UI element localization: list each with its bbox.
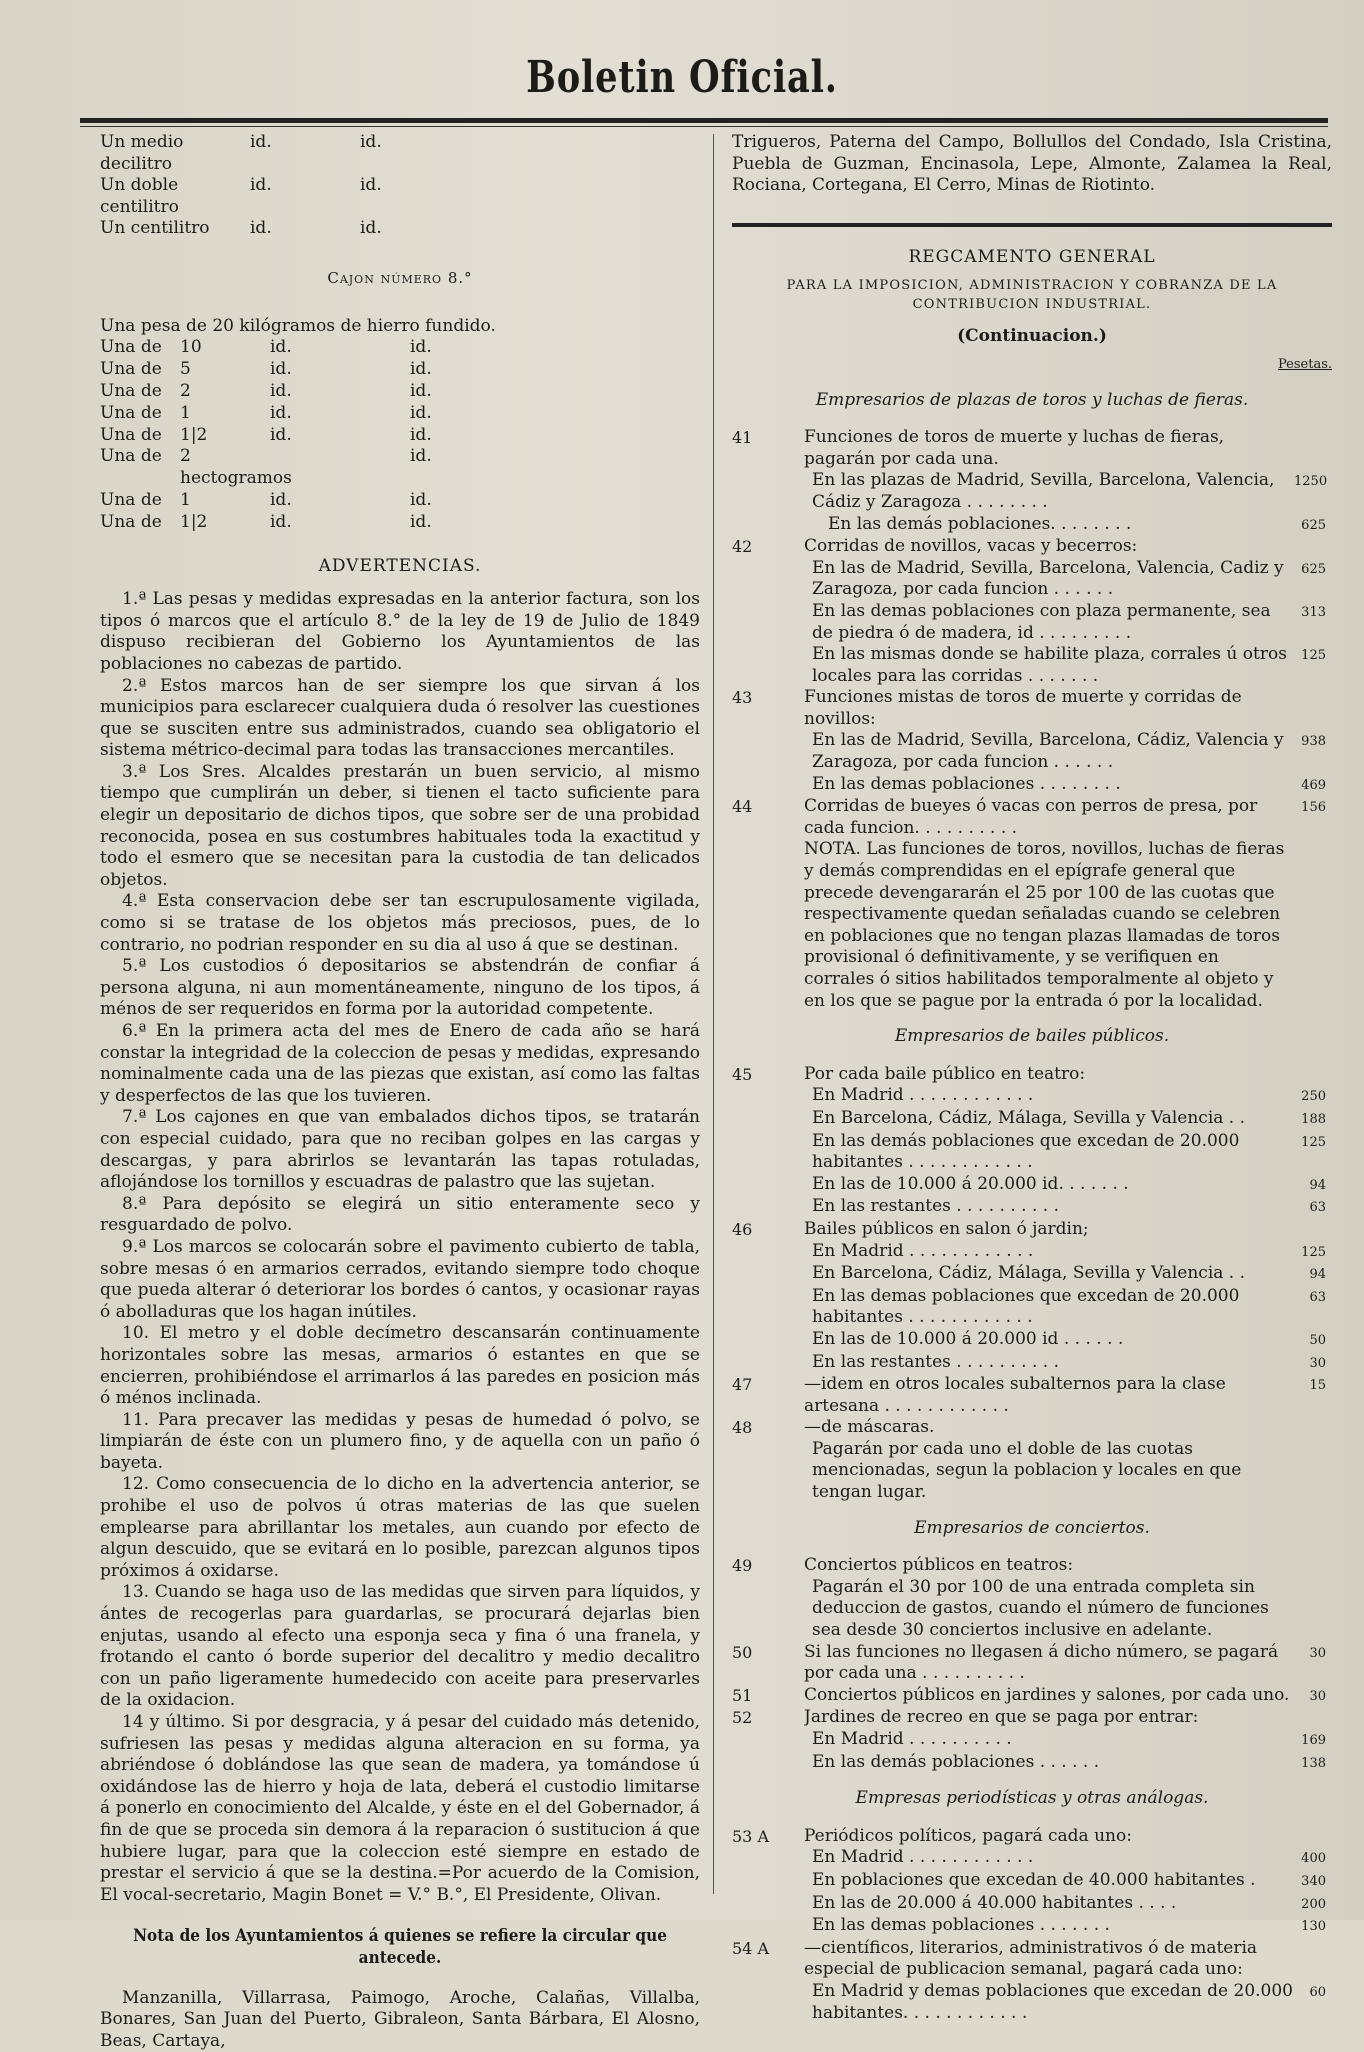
entry-line [804, 1826, 1326, 1848]
entry-line [804, 687, 1326, 730]
entry-text: En las de 10.000 á 20.000 id. . . . . . . [812, 1173, 1129, 1194]
entry-amount: 625 [1301, 517, 1326, 533]
entry-text: Por cada baile público en teatro: [804, 1063, 1086, 1084]
entry-text: Corridas de bueyes ó vacas con perros de presa, por cada funcion. . . . . . . . . . [804, 796, 1258, 838]
measure-name: Un doble centilitro [100, 175, 179, 217]
entry-line [804, 1064, 1326, 1086]
entry-amount: 125 [1301, 1134, 1326, 1150]
entry-amount: 188 [1301, 1111, 1326, 1127]
entry-amount: 30 [1309, 1688, 1326, 1704]
weight-amount: 5 [180, 359, 191, 380]
entry-text: En Barcelona, Cádiz, Málaga, Sevilla y Valencia . . [812, 1107, 1246, 1128]
entry-number: 51 [732, 1685, 753, 1705]
tariff-entry [732, 1064, 1332, 1219]
entry-body [804, 1374, 1332, 1417]
entry-line [804, 730, 1326, 773]
weight-id: id. [410, 511, 432, 532]
entry-line [804, 1938, 1326, 1981]
weight-row [100, 381, 700, 403]
entry-text: En Madrid y demas poblaciones que excedan de 20.000 habitantes. . . . . . . . . . . . [812, 1980, 1293, 2023]
advertencia-paragraph: 7.ª Los cajones en que van embalados dichos tipos, se tratarán con especial cuidado, para que no reciban golpes en las cargas y descargas, y para abrirlos se levantarán las tapas rotuladas, aflojándose los tornillos y escuadras de palastro que las sujetan. [100, 1107, 700, 1193]
entry-line [804, 1417, 1326, 1439]
entry-amount: 1250 [1294, 474, 1328, 490]
weight-id: id. [410, 380, 432, 401]
top-rule-thin [80, 126, 1328, 127]
entry-text: Jardines de recreo en que se paga por entrar: [804, 1707, 1199, 1728]
entry-amount: 156 [1301, 800, 1326, 816]
entry-line [804, 536, 1326, 558]
advertencia-paragraph: 9.ª Los marcos se colocarán sobre el pavimento cubierto de tabla, sobre mesas ó en armarios cerrados, evitando siempre todo choque que pueda alterar ó deteriorar los bordes ó cantos, y ocasionar rayas ó abolladuras que los hagan inútiles. [100, 1236, 700, 1322]
entry-line [804, 1374, 1326, 1417]
measure-row [100, 175, 700, 218]
advertencias-heading: ADVERTENCIAS. [318, 555, 482, 576]
entry-text: En las demas poblaciones que excedan de 20.000 habitantes . . . . . . . . . . . . [812, 1285, 1240, 1328]
entry-line [804, 1174, 1326, 1197]
measure-id: id. [250, 132, 272, 152]
advertencias-body [100, 589, 700, 1906]
entry-text: En las demas poblaciones . . . . . . . [812, 1915, 1110, 1936]
entry-line [804, 1847, 1326, 1870]
weight-label: Una de [100, 446, 162, 467]
weight-label: Una de [100, 402, 162, 423]
entry-line [804, 1870, 1326, 1893]
entry-text: Conciertos públicos en teatros: [804, 1555, 1074, 1576]
weight-row [100, 425, 700, 447]
tariff-entry [732, 427, 1332, 536]
entry-number: 41 [732, 428, 753, 448]
weight-amount: 2 [180, 380, 191, 401]
advertencia-paragraph: 5.ª Los custodios ó depositarios se abstendrán de confiar á persona alguna, ni aun momentáneamente, ninguno de los tipos, á ménos de ser requeridos en forma por la autoridad competente. [100, 956, 700, 1020]
entry-amount: 130 [1301, 1919, 1326, 1935]
entry-text: En las mismas donde se habilite plaza, corrales ú otros locales para las corridas . . . . . . . [812, 644, 1287, 686]
weight-row [100, 337, 700, 359]
entry-number: 42 [732, 537, 753, 557]
weight-id: id. [410, 359, 432, 380]
entry-text: Si las funciones no llegasen á dicho número, se pagará por cada una . . . . . . . . . . [804, 1641, 1279, 1684]
entry-number: 48 [732, 1418, 753, 1438]
tariff-entry [732, 1685, 1332, 1708]
weight-label: Una de [100, 511, 162, 532]
entry-text: Pagarán por cada uno el doble de las cuotas mencionadas, segun la poblacion y locales en que tengan lugar. [812, 1438, 1242, 1503]
tariff-sections [732, 390, 1332, 2025]
weight-id: id. [270, 337, 292, 358]
entry-line [804, 1642, 1326, 1685]
weight-id: id. [270, 424, 292, 445]
entry-body [804, 536, 1332, 687]
measure-row [100, 132, 700, 175]
masthead-title: Boletin Oficial. [526, 52, 838, 103]
weight-id: id. [270, 511, 292, 532]
weight-row [100, 490, 700, 512]
weight-amount: 1 [180, 489, 191, 510]
entry-body [804, 1642, 1332, 1685]
entry-amount: 625 [1301, 561, 1326, 577]
entry-line [804, 427, 1326, 470]
entry-amount: 169 [1301, 1733, 1326, 1748]
entry-line [804, 1352, 1326, 1375]
entry-line [804, 774, 1326, 797]
tariff-entry [732, 687, 1332, 796]
entry-text: En las de 10.000 á 20.000 id . . . . . . [812, 1328, 1124, 1349]
section-title: Empresas periodísticas y otras análogas. [855, 1788, 1209, 1809]
entry-text: En las demas poblaciones con plaza permanente, sea de piedra ó de madera, id . . . . . . . . . [812, 600, 1271, 643]
entry-line [804, 1555, 1326, 1577]
weight-amount: 1|2 [180, 511, 208, 532]
entry-amount: 138 [1301, 1755, 1326, 1771]
entry-amount: 200 [1301, 1896, 1326, 1912]
entry-line [804, 514, 1326, 537]
advertencia-paragraph: 8.ª Para depósito se elegirá un sitio enteramente seco y resguardado de polvo. [100, 1193, 700, 1236]
advertencia-paragraph: 11. Para precaver las medidas y pesas de humedad ó polvo, se limpiarán de éste con un plumero fino, y de aquella con un paño ó bayeta. [100, 1409, 700, 1473]
weight-id: id. [410, 424, 432, 445]
entry-line [804, 644, 1326, 687]
nota-text: Manzanilla, Villarrasa, Paimogo, Aroche, Calañas, Villalba, Bonares, San Juan del Puerto, Gibraleon, Santa Bárbara, El Alosno, Beas, Cartaya, [100, 1987, 700, 2051]
entry-amount: 938 [1301, 734, 1326, 750]
entry-amount: 60 [1309, 1984, 1326, 2000]
weight-amount: 2 hectogramos [180, 446, 292, 489]
weight-amount: 1|2 [180, 424, 208, 445]
entry-amount: 63 [1309, 1289, 1326, 1305]
measure-id: id. [250, 175, 272, 196]
entry-line [804, 1439, 1326, 1504]
entry-line [804, 1263, 1326, 1286]
entry-line [804, 1707, 1326, 1729]
weight-id: id. [410, 402, 432, 423]
section-title: Empresarios de bailes públicos. [894, 1026, 1170, 1047]
reglamento-subtitle: PARA LA IMPOSICION, ADMINISTRACION Y COBRANZA DE LA CONTRIBUCION INDUSTRIAL. [786, 278, 1278, 313]
measure-id: id. [250, 218, 272, 239]
advertencia-paragraph: 3.ª Los Sres. Alcaldes prestarán un buen servicio, al mismo tiempo que cumplirán un deber, si tienen el tacto suficiente para elegir un depositario de dichos tipos, que sobre ser de una probidad reconocida, posea en sus costumbres habituales toda la exactitud y todo el esmero que se necesitan para la custodia de tan delicados objetos. [100, 761, 700, 890]
entry-text: Pagarán el 30 por 100 de una entrada completa sin deduccion de gastos, cuando el número de funciones sea desde 30 conciertos inclusive en adelante. [812, 1576, 1269, 1641]
entry-line [804, 1329, 1326, 1352]
entry-line [804, 1577, 1326, 1642]
nota-title: Nota de los Ayuntamientos á quienes se refiere la circular que antecede. [133, 1926, 667, 1968]
right-column [732, 132, 1332, 2024]
entry-number: 47 [732, 1375, 753, 1395]
entry-text: En las demás poblaciones . . . . . . [812, 1751, 1100, 1772]
entry-text: Funciones de toros de muerte y luchas de fieras, pagarán por cada una. [804, 427, 1225, 469]
weight-id: id. [410, 337, 432, 358]
entry-text: Corridas de novillos, vacas y becerros: [804, 536, 1138, 557]
tariff-entry [732, 536, 1332, 687]
entry-body [804, 1417, 1332, 1503]
entry-line [804, 1685, 1326, 1708]
entry-line [804, 1915, 1326, 1938]
tariff-entry [732, 1219, 1332, 1374]
entry-line [804, 1981, 1326, 2024]
entry-text: Bailes públicos en salon ó jardin; [804, 1218, 1089, 1239]
entry-text: En las demás poblaciones. . . . . . . . [828, 513, 1132, 534]
entry-line [804, 839, 1326, 1012]
tariff-entry [732, 1417, 1332, 1503]
weight-label: Una de [100, 424, 162, 445]
entry-body [804, 1826, 1332, 1938]
entry-body [804, 1707, 1332, 1774]
weight-label: Una de [100, 380, 162, 401]
entry-text: En Madrid . . . . . . . . . . . . [812, 1085, 1034, 1106]
weight-id: id. [270, 359, 292, 380]
entry-amount: 340 [1301, 1873, 1326, 1889]
weight-label: Una de [100, 359, 162, 380]
entry-body [804, 1685, 1332, 1708]
weight-id: id. [270, 380, 292, 401]
entry-text: En las de Madrid, Sevilla, Barcelona, Cádiz, Valencia y Zaragoza, por cada funcion . . . . . . [812, 730, 1284, 773]
measure-id: id. [360, 218, 382, 239]
entry-text: En poblaciones que excedan de 40.000 habitantes . [812, 1869, 1256, 1890]
weight-label: Una de [100, 489, 162, 510]
measure-name: Un medio decilitro [100, 132, 184, 174]
reglamento-title: REGCAMENTO GENERAL [908, 246, 1156, 267]
entry-amount: 125 [1301, 1244, 1326, 1260]
entry-text: Periódicos políticos, pagará cada uno: [804, 1825, 1132, 1846]
entry-text: En Madrid . . . . . . . . . . . . [812, 1240, 1034, 1261]
entry-line [804, 1219, 1326, 1241]
entry-line [804, 1241, 1326, 1264]
weight-row [100, 403, 700, 425]
weight-id: id. [410, 446, 432, 467]
entry-amount: 94 [1309, 1267, 1326, 1283]
entry-amount: 30 [1309, 1645, 1326, 1661]
weight-amount: 10 [180, 337, 202, 358]
advertencia-paragraph: 4.ª Esta conservacion debe ser tan escrupulosamente vigilada, como si se tratase de los objetos más preciosos, pues, de lo contrario, no podrian responder en su dia al uso á que se destinan. [100, 891, 700, 955]
column-divider [713, 134, 714, 1894]
section-title: Empresarios de conciertos. [914, 1517, 1150, 1538]
entry-number: 44 [732, 797, 753, 817]
entry-text: Funciones mistas de toros de muerte y corridas de novillos: [804, 687, 1242, 729]
weight-row [100, 446, 700, 490]
entry-line [804, 796, 1326, 839]
entry-line [804, 1085, 1326, 1108]
entry-line [804, 1196, 1326, 1219]
entry-number: 50 [732, 1642, 753, 1662]
entry-text: En las demás poblaciones que excedan de 20.000 habitantes . . . . . . . . . . . . [812, 1130, 1240, 1173]
entry-text: En las restantes . . . . . . . . . . [812, 1196, 1059, 1217]
advertencia-paragraph: 6.ª En la primera acta del mes de Enero de cada año se hará constar la integridad de la coleccion de pesas y medidas, expresando nominalmente cada una de las piezas que existan, así como las faltas y desperfectos de las que los tuvieren. [100, 1021, 700, 1106]
weight-id [270, 446, 410, 490]
weights-list [100, 337, 700, 533]
entry-amount: 94 [1309, 1177, 1326, 1193]
advertencia-paragraph: 2.ª Estos marcos han de ser siempre los que sirvan á los municipios para esclarecer cualquiera duda ó resolver las cuestiones que se susciten entre sus administrados, cuando sea obligatorio el sistema métrico-decimal para todas las transacciones mercantiles. [100, 675, 700, 761]
continuacion-label: (Continuacion.) [957, 326, 1107, 347]
entry-text: En las demas poblaciones . . . . . . . . [812, 773, 1121, 794]
entry-body [804, 687, 1332, 796]
tariff-entry [732, 1707, 1332, 1774]
entry-amount: 30 [1309, 1355, 1326, 1371]
entry-line [804, 601, 1326, 644]
entry-amount: 250 [1301, 1089, 1326, 1105]
entry-text: —de máscaras. [804, 1417, 935, 1438]
entry-body [804, 1938, 1332, 2024]
weight-id: id. [270, 402, 292, 423]
entry-amount: 50 [1309, 1332, 1326, 1348]
measure-name: Un centilitro [100, 218, 210, 239]
entry-text: —científicos, literarios, administrativos ó de materia especial de publicacion semanal, pagará cada uno: [804, 1937, 1258, 1980]
entry-body [804, 1064, 1332, 1219]
tariff-entry [732, 1642, 1332, 1685]
weight-row [100, 512, 700, 534]
entry-line [804, 1752, 1326, 1775]
weight-label: Una de [100, 337, 162, 358]
left-column [100, 132, 700, 2052]
entry-text: —idem en otros locales subalternos para la clase artesana . . . . . . . . . . . . [804, 1374, 1226, 1416]
section-title: Empresarios de plazas de toros y luchas de fieras. [815, 389, 1249, 410]
entry-text: En las restantes . . . . . . . . . . [812, 1351, 1059, 1372]
weights-first-line: Una pesa de 20 kilógramos de hierro fundido. [100, 315, 496, 336]
entry-text: En las plazas de Madrid, Sevilla, Barcelona, Valencia, Cádiz y Zaragoza . . . . . . . . [812, 470, 1275, 512]
entry-line [804, 1131, 1326, 1174]
entry-amount: 400 [1301, 1851, 1326, 1867]
entry-line [804, 1729, 1326, 1752]
tariff-entry [732, 1374, 1332, 1417]
measure-id: id. [360, 175, 382, 196]
entry-number: 43 [732, 688, 753, 708]
entry-body [804, 427, 1332, 536]
weight-row [100, 359, 700, 381]
weight-id: id. [270, 489, 292, 510]
entry-number: 46 [732, 1219, 753, 1239]
entry-text: En las de 20.000 á 40.000 habitantes . . . . [812, 1892, 1177, 1913]
entry-body [804, 1219, 1332, 1374]
pesetas-column-header: Pesetas. [1278, 356, 1332, 372]
entry-amount: 63 [1309, 1200, 1326, 1216]
entry-line [804, 1108, 1326, 1131]
entry-text: En Barcelona, Cádiz, Málaga, Sevilla y Valencia . . [812, 1263, 1246, 1284]
tariff-entry [732, 796, 1332, 1012]
tariff-entry [732, 1826, 1332, 1938]
entry-line [804, 558, 1326, 601]
advertencia-paragraph: 14 y último. Si por desgracia, y á pesar del cuidado más detenido, sufriesen las pesas y medidas alguna alteracion en su forma, ya abriéndose ó doblándose las que sean de madera, ya tomándose ú oxidándose las de hierro y hoja de lata, deberá el custodio limitarse á ponerlo en conocimiento del Alcalde, y éste en el del Gobernador, á fin de que se proceda sin demora á la reparacion ó sustitucion á que hubiere lugar, para que la coleccion esté siempre en estado de prestar el servicio á que se la destina.=Por acuerdo de la Comision, El vocal-secretario, Magin Bonet = V.° B.°, El Presidente, Olivan. [100, 1712, 700, 1905]
measure-id: id. [360, 132, 382, 152]
entry-text: En Madrid . . . . . . . . . . . . [812, 1847, 1034, 1868]
tariff-entry [732, 1555, 1332, 1641]
top-rule [80, 118, 1328, 123]
entry-amount: 15 [1309, 1378, 1326, 1394]
entry-amount: 469 [1301, 777, 1326, 793]
entry-number: 52 [732, 1708, 753, 1728]
entry-line [804, 470, 1326, 513]
entry-number: 49 [732, 1556, 753, 1576]
entry-text: En Madrid . . . . . . . . . . [812, 1729, 1012, 1749]
advertencia-paragraph: 13. Cuando se haga uso de las medidas que sirven para líquidos, y ántes de recogerlas para guardarlas, se procurará dejarlas bien enjutas, usando al efecto una esponja seca y fina ó una franela, y frotando el canto ó borde superior del decalitro y medio decalitro con un paño ligeramente humedecido con aceite para preservarles de la oxidacion. [100, 1582, 700, 1711]
tariff-entry [732, 1938, 1332, 2024]
entry-line [804, 1893, 1326, 1916]
entry-text: En las de Madrid, Sevilla, Barcelona, Valencia, Cadiz y Zaragoza, por cada funcion . . . . . . [812, 557, 1284, 600]
weight-amount: 1 [180, 402, 191, 423]
advertencia-paragraph: 12. Como consecuencia de lo dicho en la advertencia anterior, se prohibe el uso de polvos ú otras materias de las que suelen emplearse para abrillantar los metales, aun cuando por efecto de algun descuido, que se evitará en lo posible, parezcan algunos tipos próximos á oxidarse. [100, 1474, 700, 1581]
entry-line [804, 1286, 1326, 1329]
advertencia-paragraph: 10. El metro y el doble decímetro descansarán continuamente horizontales sobre las mesas, armarios ó estantes en que se encierren, prohibiéndose el arrimarlos á las paredes en posicion más ó ménos inclinada. [100, 1323, 700, 1409]
entry-number: 54 A [732, 1938, 769, 1958]
advertencia-paragraph: 1.ª Las pesas y medidas expresadas en la anterior factura, son los tipos ó marcos que el artículo 8.° de la ley de 19 de Julio de 1849 dispuso recibieran del Gobierno los Ayuntamientos de las poblaciones no cabezas de partido. [100, 589, 700, 674]
measure-row [100, 218, 700, 240]
entry-text: NOTA. Las funciones de toros, novillos, luchas de fieras y demás comprendidas en el epígrafe general que precede devengararán el 25 por 100 de las cuotas que respectivamente quedan señaladas cuando se celebren en poblaciones que no tengan plazas llamadas de toros provisional ó definitivamente, y se verifiquen en corrales ó sitios habilitados temporalmente al objeto y en los que se pague por la entrada ó por la localidad. [804, 839, 1285, 1011]
cajon-title: Cajon número 8.° [327, 268, 473, 287]
entry-text: Conciertos públicos en jardines y salones, por cada uno. [804, 1684, 1290, 1705]
measures-list [100, 132, 700, 240]
entry-body [804, 1555, 1332, 1641]
entry-number: 53 A [732, 1826, 769, 1846]
nota-continuation: Trigueros, Paterna del Campo, Bollullos del Condado, Isla Cristina, Puebla de Guzman, Encinasola, Lepe, Almonte, Zalamea la Real, Rociana, Cortegana, El Cerro, Minas de Riotinto. [732, 132, 1332, 196]
entry-number: 45 [732, 1064, 753, 1084]
entry-amount: 125 [1301, 648, 1326, 664]
entry-body [804, 796, 1332, 1012]
section-rule [732, 223, 1332, 227]
weight-id: id. [410, 489, 432, 510]
entry-amount: 313 [1301, 604, 1326, 620]
